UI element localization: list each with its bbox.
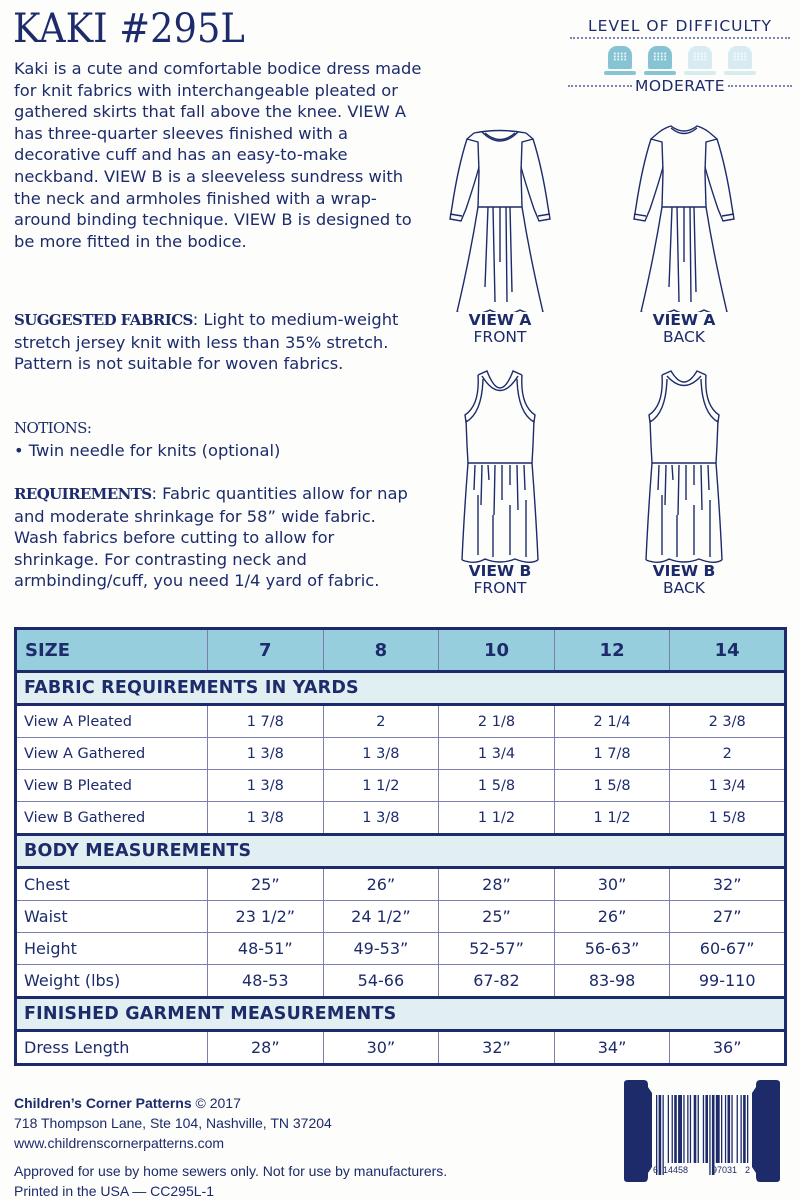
copyright: © 2017 (191, 1095, 241, 1111)
table-row (16, 868, 786, 901)
view-side: FRONT (473, 328, 527, 346)
table-cell: 28” (439, 868, 555, 901)
table-cell: 2 1/8 (439, 705, 555, 738)
divider (570, 37, 790, 39)
table-cell: 2 1/4 (554, 705, 670, 738)
dress-sleeved-front-illustration (430, 112, 570, 312)
divider (568, 85, 632, 87)
requirements-text: : Fabric quantities allow for nap and moderate shrinkage for 58” wide fabric. Wash fabrics before cutting to allow for shrinkage. For contrasting neck and armbinding/cuff, you need 1/4 yard of fabric. (14, 484, 408, 591)
barcode-bar (698, 1095, 699, 1163)
table-cell: 67-82 (439, 965, 555, 998)
table-cell: 83-98 (554, 965, 670, 998)
view-b-back (609, 365, 759, 597)
size-column-header: 8 (323, 629, 439, 672)
table-cell: 1 3/8 (323, 802, 439, 835)
table-cell: 99-110 (670, 965, 786, 998)
dress-sleeveless-front-illustration (430, 365, 570, 563)
table-row (16, 965, 786, 998)
table-cell: 1 1/2 (439, 802, 555, 835)
view-label: VIEW B (468, 562, 532, 580)
table-cell: 49-53” (323, 933, 439, 965)
table-section-row (16, 672, 786, 705)
requirements (14, 483, 424, 592)
suggested-fabrics (14, 309, 424, 375)
table-row (16, 770, 786, 802)
barcode-digit: 6 (653, 1165, 659, 1175)
barcode-bar (747, 1095, 748, 1163)
barcode-bar (703, 1095, 704, 1163)
barcode-bars (656, 1095, 751, 1175)
row-label: View A Gathered (16, 738, 208, 770)
view-side: BACK (663, 579, 705, 597)
table-cell: 34” (554, 1031, 670, 1065)
table-section-row (16, 998, 786, 1031)
barcode-digits: 97031 (712, 1165, 738, 1175)
row-label: Weight (lbs) (16, 965, 208, 998)
barcode-bar (725, 1095, 726, 1163)
table-row (16, 901, 786, 933)
table-cell: 26” (554, 901, 670, 933)
barcode-bar (737, 1095, 738, 1163)
table-cell: 1 3/4 (670, 770, 786, 802)
table-cell: 56-63” (554, 933, 670, 965)
requirements-label: REQUIREMENTS (14, 485, 152, 503)
table-cell: 1 3/8 (323, 738, 439, 770)
row-label: Chest (16, 868, 208, 901)
size-column-header: 7 (208, 629, 324, 672)
fabrics-text: : Light to medium-weight stretch jersey knit with less than 35% stretch. Pattern is not suitable for woven fabrics. (14, 310, 399, 374)
view-label: VIEW B (652, 562, 716, 580)
row-label: Height (16, 933, 208, 965)
table-section-row (16, 835, 786, 868)
barcode-bar (705, 1095, 708, 1163)
thimble-icon (604, 46, 636, 76)
table-cell: 30” (323, 1031, 439, 1065)
difficulty-title: LEVEL OF DIFFICULTY (588, 17, 772, 35)
barcode-bar (687, 1095, 688, 1163)
barcode-bar (716, 1095, 720, 1163)
description-text: Kaki is a cute and comfortable bodice dress made for knit fabrics with interchangeable pleated or gathered skirts that fall above the knee. VIEW A has three-quarter sleeves finished with a decorative cuff and has an easy-to-make neckband. VIEW B is a sleeveless sundress with the neck and armholes finished with a wrap-around binding technique. VIEW B is designed to be more fitted in the bodice. (14, 59, 422, 251)
address: 718 Thompson Lane, Ste 104, Nashville, TN 37204 (14, 1115, 332, 1131)
table-cell: 23 1/2” (208, 901, 324, 933)
size-header: SIZE (16, 629, 208, 672)
table-row (16, 802, 786, 835)
notions-item: • Twin needle for knits (optional) (14, 440, 281, 460)
barcode-bar (709, 1095, 710, 1175)
divider (728, 85, 792, 87)
table-cell: 1 1/2 (323, 770, 439, 802)
printed-notice: Printed in the USA — CC295L-1 (14, 1183, 214, 1199)
view-side: FRONT (473, 579, 527, 597)
fabrics-label: SUGGESTED FABRICS (14, 311, 193, 329)
view-label: VIEW A (652, 311, 716, 329)
view-side: BACK (663, 328, 705, 346)
notions-label: NOTIONS: (14, 419, 92, 437)
barcode-bar (668, 1095, 669, 1163)
barcode-bar (690, 1095, 691, 1163)
table-cell: 1 5/8 (439, 770, 555, 802)
barcode-digits: 14458 (663, 1165, 689, 1175)
barcode-bar (743, 1095, 746, 1163)
barcode-bar (741, 1095, 742, 1163)
barcode-bar (721, 1095, 722, 1163)
table-cell: 2 (670, 738, 786, 770)
barcode-bar (712, 1095, 715, 1175)
barcode-bar (659, 1095, 662, 1175)
row-label: View A Pleated (16, 705, 208, 738)
table-cell: 60-67” (670, 933, 786, 965)
table-cell: 28” (208, 1031, 324, 1065)
pattern-title: KAKI #295L (13, 6, 245, 52)
row-label: View B Gathered (16, 802, 208, 835)
section-heading: BODY MEASUREMENTS (16, 835, 786, 868)
difficulty-rating (568, 16, 792, 96)
table-cell: 30” (554, 868, 670, 901)
table-cell: 25” (439, 901, 555, 933)
table-cell: 24 1/2” (323, 901, 439, 933)
view-label: VIEW A (468, 311, 532, 329)
website-link[interactable]: www.childrenscornerpatterns.com (14, 1135, 225, 1151)
barcode-bar (731, 1095, 732, 1163)
barcode-bar (694, 1095, 697, 1163)
barcode-digit: 2 (745, 1165, 751, 1175)
table-cell: 48-53 (208, 965, 324, 998)
table-cell: 32” (670, 868, 786, 901)
footer (14, 1093, 594, 1201)
difficulty-level-label: MODERATE (634, 77, 726, 95)
table-cell: 25” (208, 868, 324, 901)
table-cell: 32” (439, 1031, 555, 1065)
table-cell: 2 3/8 (670, 705, 786, 738)
thimble-icon (684, 46, 716, 76)
row-label: Dress Length (16, 1031, 208, 1065)
size-column-header: 10 (439, 629, 555, 672)
dress-sleeved-back-illustration (614, 112, 754, 312)
notions (14, 418, 424, 461)
table-row (16, 1031, 786, 1065)
table-row (16, 738, 786, 770)
approval-notice: Approved for use by home sewers only. Not for use by manufacturers. (14, 1163, 448, 1179)
barcode-bar (656, 1095, 657, 1175)
barcode-bar (728, 1095, 731, 1163)
table-cell: 1 3/4 (439, 738, 555, 770)
table-cell: 48-51” (208, 933, 324, 965)
table-cell: 26” (323, 868, 439, 901)
table-header-row (16, 629, 786, 672)
difficulty-level (568, 76, 792, 96)
row-label: View B Pleated (16, 770, 208, 802)
size-column-header: 12 (554, 629, 670, 672)
thimble-icon (644, 46, 676, 76)
table-cell: 1 1/2 (554, 802, 670, 835)
description (14, 58, 424, 252)
dress-sleeveless-back-illustration (614, 365, 754, 563)
table-cell: 1 5/8 (670, 802, 786, 835)
table-cell: 1 3/8 (208, 802, 324, 835)
table-cell: 2 (323, 705, 439, 738)
view-a-front (425, 112, 575, 346)
company-name: Children’s Corner Patterns (14, 1095, 192, 1111)
table-cell: 1 3/8 (208, 738, 324, 770)
barcode-spool-icon (618, 1075, 786, 1187)
size-column-header: 14 (670, 629, 786, 672)
barcode-bar (663, 1095, 664, 1175)
barcode-bar (672, 1095, 673, 1163)
table-cell: 1 7/8 (208, 705, 324, 738)
size-chart-table (14, 627, 787, 1066)
table-cell: 36” (670, 1031, 786, 1065)
table-cell: 54-66 (323, 965, 439, 998)
table-cell: 27” (670, 901, 786, 933)
section-heading: FABRIC REQUIREMENTS IN YARDS (16, 672, 786, 705)
barcode-bar (674, 1095, 677, 1163)
row-label: Waist (16, 901, 208, 933)
thimble-rating (568, 46, 792, 76)
table-cell: 1 3/8 (208, 770, 324, 802)
table-cell: 1 7/8 (554, 738, 670, 770)
table-cell: 52-57” (439, 933, 555, 965)
barcode-bar (678, 1095, 682, 1163)
table-cell: 1 5/8 (554, 770, 670, 802)
thimble-icon (724, 46, 756, 76)
view-a-back (609, 112, 759, 346)
barcode-bar (683, 1095, 684, 1163)
table-row (16, 705, 786, 738)
view-b-front (425, 365, 575, 597)
section-heading: FINISHED GARMENT MEASUREMENTS (16, 998, 786, 1031)
table-row (16, 933, 786, 965)
